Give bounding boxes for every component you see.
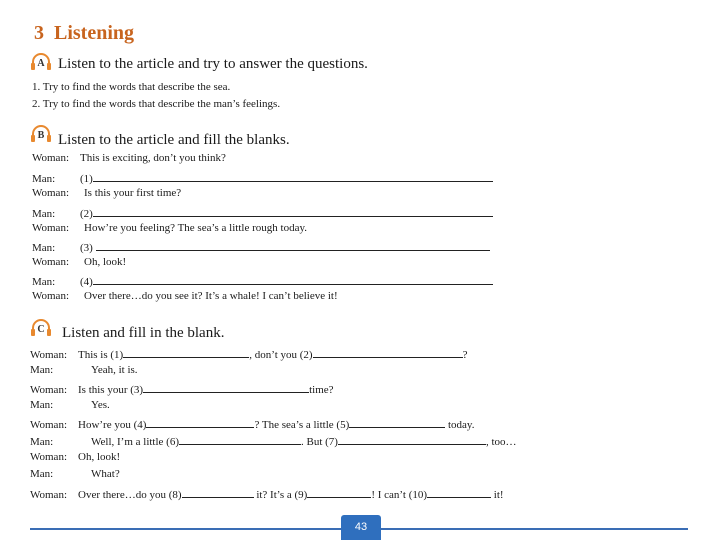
- dialog-line: Woman: Over there…do you see it? It’s a whale! I can’t believe it!: [32, 290, 338, 302]
- dialog-line: Woman: Oh, look!: [32, 256, 127, 268]
- dialog-line: Woman: Over there…do you (8) it? It’s a (9) ! I can’t (10) it!: [30, 486, 504, 501]
- answer-blank[interactable]: [123, 346, 249, 358]
- dialog-line: Woman: How’re you (4) ? The sea’s a little (5) today.: [30, 416, 474, 431]
- question-2: 2. Try to find the words that describe the man’s feelings.: [32, 98, 281, 110]
- dialog-line: Woman: Is this your (3) time?: [30, 381, 334, 396]
- dialog-line: Woman: This is exciting, don’t you think?: [32, 152, 226, 164]
- answer-blank[interactable]: [93, 170, 493, 182]
- headphones-icon: [30, 318, 52, 338]
- headphones-icon: [30, 124, 52, 144]
- answer-blank[interactable]: [143, 381, 309, 393]
- answer-blank[interactable]: [182, 486, 254, 498]
- answer-blank[interactable]: [349, 416, 445, 428]
- headphones-icon: [30, 52, 52, 72]
- dialog-line: Man: What?: [30, 468, 120, 480]
- dialog-line: Woman: Oh, look!: [30, 451, 121, 463]
- answer-blank[interactable]: [96, 239, 490, 251]
- page-number: 43: [341, 515, 381, 540]
- section-letter-a: A: [37, 58, 45, 69]
- dialog-line: Man: (2): [32, 205, 493, 220]
- question-1: 1. Try to find the words that describe the sea.: [32, 81, 231, 93]
- answer-blank[interactable]: [427, 486, 491, 498]
- dialog-line: Man: (4): [32, 273, 493, 288]
- section-letter-c: C: [37, 324, 45, 335]
- dialog-line: Woman: How’re you feeling? The sea’s a little rough today.: [32, 222, 307, 234]
- section-number: 3: [34, 22, 44, 44]
- dialog-line: Man: Yes.: [30, 399, 110, 411]
- answer-blank[interactable]: [146, 416, 254, 428]
- dialog-line: Man: (1): [32, 170, 493, 185]
- answer-blank[interactable]: [93, 273, 493, 285]
- dialog-line: Man: Yeah, it is.: [30, 364, 138, 376]
- answer-blank[interactable]: [93, 205, 493, 217]
- answer-blank[interactable]: [307, 486, 371, 498]
- answer-blank[interactable]: [313, 346, 463, 358]
- section-title: Listening: [54, 22, 135, 44]
- dialog-line: Man: (3): [32, 239, 490, 254]
- dialog-line: Woman: This is (1) , don’t you (2) ?: [30, 346, 467, 361]
- section-c-instruction: Listen and fill in the blank.: [62, 325, 225, 341]
- answer-blank[interactable]: [179, 433, 301, 445]
- dialog-line: Man: Well, I’m a little (6) . But (7) , too…: [30, 433, 517, 448]
- section-letter-b: B: [37, 130, 45, 141]
- dialog-line: Woman: Is this your first time?: [32, 187, 182, 199]
- page-title: [34, 22, 134, 45]
- section-a-instruction: Listen to the article and try to answer the questions.: [58, 56, 368, 72]
- answer-blank[interactable]: [338, 433, 486, 445]
- section-b-instruction: Listen to the article and fill the blanks.: [58, 132, 290, 148]
